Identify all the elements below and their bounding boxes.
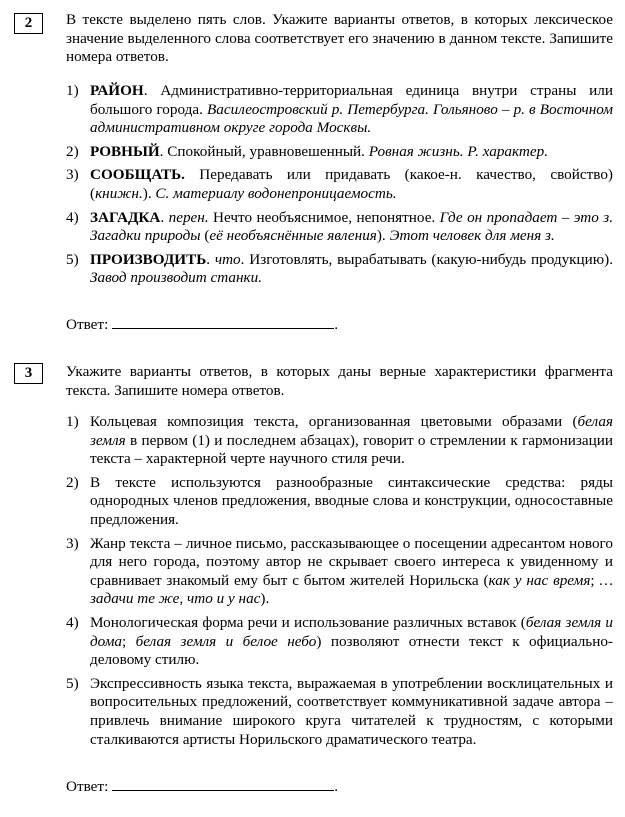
option-item: 5) ПРОИЗВОДИТЬ. что. Изготовлять, вырабатывать (какую-нибудь продукцию). Завод производит станки. — [66, 250, 614, 287]
option-item: 4) Монологическая форма речи и использование различных вставок (белая земля и дома; белая земля и белое небо) позволяют отнести текст к официально-деловому стилю. — [66, 613, 613, 669]
option-item: 2) В тексте используются разнообразные синтаксические средства: ряды однородных членов предложения, вводные слова и конструкции, односоставные предложения. — [66, 473, 613, 528]
example: белая земля и дома — [90, 613, 613, 650]
task-number-box: 3 — [14, 363, 43, 384]
example: С. материалу водонепроницаемость. — [155, 184, 397, 202]
example: Завод производит станки. — [90, 269, 263, 287]
answer-label: Ответ: — [66, 778, 109, 795]
example: Василеостровский р. Петербурга. Гольяново – р. в Восточном административном округе города Москвы. — [90, 100, 613, 137]
option-item: 3) Жанр текста – личное письмо, рассказывающее о посещении адресантом нового для него города, поэтому автор не скрывает своего интереса к увиденному и сравнивает знакомый ему быт с бытом жителей Норильска (как у нас время; …задачи те же, что и у нас). — [66, 534, 613, 608]
usage-mark: что — [214, 250, 241, 268]
usage-mark: перен. — [168, 208, 209, 226]
example: Ровная жизнь. Р. характер. — [368, 142, 549, 160]
option-list — [66, 413, 613, 754]
option-item: 1) РАЙОН. Административно-территориальная единица внутри страны или большого города. Василеостровский р. Петербурга. Гольяново – р. в Восточном административном округе города Москвы. — [66, 82, 613, 137]
option-item: 1) Кольцевая композиция текста, организованная цветовыми образами (белая земля в первом (1) и последнем абзацах), говорит о стремлении к гармонизации текста – характерной черте научного стиля речи. — [66, 413, 613, 468]
answer-label: Ответ: — [66, 316, 109, 333]
example: Где он пропадает – это з. Загадки природы — [90, 208, 614, 245]
headword: РАЙОН — [90, 82, 144, 99]
option-item: 2) РОВНЫЙ. Спокойный, уравновешенный. Ровная жизнь. Р. характер. — [66, 142, 549, 160]
task-stem: В тексте выделено пять слов. Укажите варианты ответов, в которых лексическое значение выделенного слова соответствует его значению в данном тексте. Запишите номера ответов. — [66, 11, 613, 66]
example: Этот человек для меня з. — [389, 227, 555, 245]
task-number-box: 2 — [14, 13, 43, 34]
answer-line[interactable] — [112, 314, 334, 329]
example: …задачи те же, что и у нас — [90, 571, 613, 608]
headword: ПРОИЗВОДИТЬ — [90, 250, 207, 268]
example: белая земля и белое небо — [135, 632, 317, 650]
option-item: 4) ЗАГАДКА. перен. Нечто необъяснимое, непонятное. Где он пропадает – это з. Загадки природы (её необъяснённые явления). Этот человек для меня з. — [66, 208, 614, 245]
headword: ЗАГАДКА — [90, 208, 161, 226]
task-stem: Укажите варианты ответов, в которых даны верные характеристики фрагмента текста. Запишите номера ответов. — [66, 363, 613, 399]
headword: СООБЩАТЬ. — [90, 166, 185, 184]
answer-field[interactable]: Ответ: . — [66, 316, 339, 333]
option-item: 5) Экспрессивность языка текста, выражаемая в употреблении восклицательных и вопросительных предложений, соответствует коммуникативной задаче автора – привлечь внимание широкого круга читателей к трудностям, с которыми сталкиваются артисты Норильского драматического театра. — [66, 674, 613, 748]
option-list — [66, 82, 613, 293]
example: как у нас время — [488, 571, 591, 589]
example: её необъяснённые явления — [209, 227, 377, 245]
option-item: 3) СООБЩАТЬ. Передавать или придавать (какое-н. качество, свойство) (книжн.). С. материалу водонепроницаемость. — [66, 166, 613, 202]
answer-line[interactable] — [112, 776, 334, 791]
answer-field[interactable]: Ответ: . — [66, 778, 339, 795]
headword: РОВНЫЙ — [90, 142, 160, 160]
example: белая земля — [90, 413, 613, 449]
usage-mark: книжн. — [95, 184, 143, 202]
